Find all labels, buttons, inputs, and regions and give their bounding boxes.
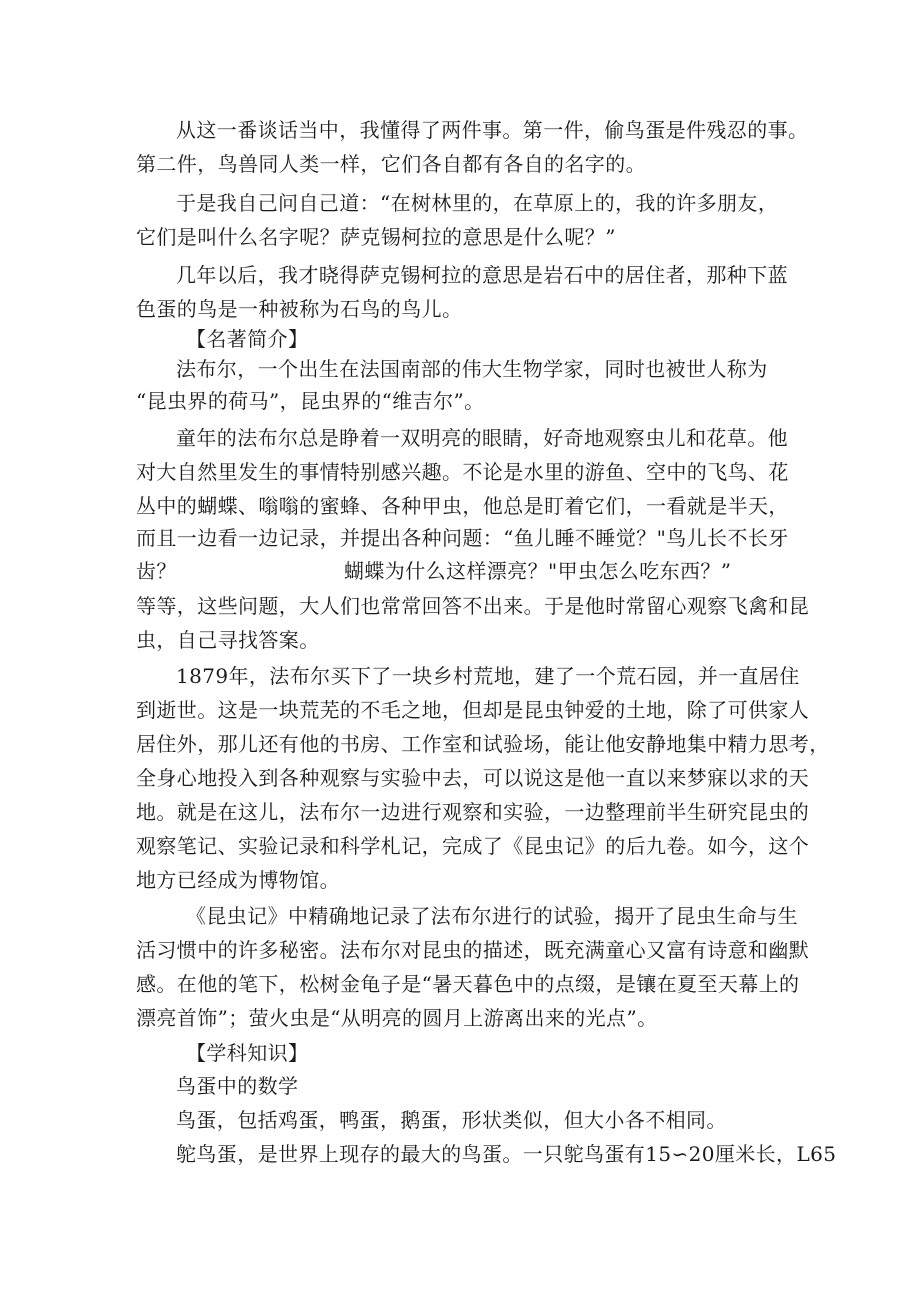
text-line: 等等，这些问题，大人们也常常回答不出来。于是他时常留心观察飞禽和昆	[136, 594, 810, 618]
text-line: 法布尔，一个出生在法国南部的伟大生物学家，同时也被世人称为	[176, 357, 768, 381]
text-line: 从这一番谈话当中，我懂得了两件事。第一件，偷鸟蛋是件残忍的事。	[176, 118, 809, 142]
text-line: 童年的法布尔总是睁着一双明亮的眼睛，好奇地观察虫儿和花草。他	[176, 426, 788, 450]
text-line: 第二件，鸟兽同人类一样，它们各自都有各自的名字的。	[136, 152, 646, 176]
text-line: 《昆虫记》中精确地记录了法布尔进行的试验，揭开了昆虫生命与生	[186, 904, 798, 928]
text-line: 鸵鸟蛋，是世界上现存的最大的鸟蛋。一只鸵鸟蛋有15∽20厘米长，L65	[176, 1142, 837, 1166]
text-line: 鸟蛋中的数学	[176, 1074, 299, 1098]
text-line: 它们是叫什么名字呢？萨克锡柯拉的意思是什么呢？”	[136, 225, 616, 249]
text-line: “昆虫界的荷马”，昆虫界的“维吉尔”。	[136, 389, 485, 413]
text-line: 地方已经成为博物馆。	[136, 868, 340, 892]
text-line: 丛中的蝴蝶、嗡嗡的蜜蜂、各种甲虫，他总是盯着它们，一看就是半天，	[136, 494, 789, 518]
text-line: 地。就是在这儿，法布尔一边进行观察和实验，一边整理前半生研究昆虫的	[136, 800, 810, 824]
text-line: 漂亮首饰”；萤火虫是“从明亮的圆月上游离出来的光点”。	[136, 1006, 658, 1030]
text-line: 全身心地投入到各种观察与实验中去，可以说这是他一直以来梦寐以求的天	[136, 766, 810, 790]
text-line: 观察笔记、实验记录和科学札记，完成了《昆虫记》的后九卷。如今，这个	[136, 834, 810, 858]
section-heading: 【名著简介】	[186, 327, 309, 351]
text-line: 齿？	[136, 559, 177, 583]
text-line: 而且一边看一边记录，并提出各种问题：“鱼儿睡不睡觉？"鸟儿长不长牙	[136, 526, 789, 550]
text-line: 鸟蛋，包括鸡蛋，鸭蛋，鹅蛋，形状类似，但大小各不相同。	[176, 1108, 727, 1132]
text-line: 蝴蝶为什么这样漂亮？"甲虫怎么吃东西？”	[344, 559, 732, 583]
text-line: 对大自然里发生的事情特别感兴趣。不论是水里的游鱼、空中的飞鸟、花	[136, 460, 789, 484]
text-line: 虫，自己寻找答案。	[136, 628, 320, 652]
section-heading: 【学科知识】	[186, 1041, 309, 1065]
text-line: 色蛋的鸟是一种被称为石鸟的鸟儿。	[136, 297, 463, 321]
text-line: 几年以后，我才晓得萨克锡柯拉的意思是岩石中的居住者，那种下蓝	[176, 263, 788, 287]
text-line: 到逝世。这是一块荒芜的不毛之地，但却是昆虫钟爱的土地，除了可供家人	[136, 698, 810, 722]
text-line: 活习惯中的许多秘密。法布尔对昆虫的描述，既充满童心又富有诗意和幽默	[136, 938, 810, 962]
text-line: 于是我自己问自己道：“在树林里的，在草原上的，我的许多朋友，	[176, 191, 779, 215]
text-line: 居住外，那儿还有他的书房、工作室和试验场，能让他安静地集中精力思考，	[136, 732, 830, 756]
text-line: 感。在他的笔下，松树金龟子是“暑天暮色中的点缀，是镶在夏至天幕上的	[136, 972, 800, 996]
text-line: 1879年，法布尔买下了一块乡村荒地，建了一个荒石园，并一直居住	[176, 664, 800, 688]
